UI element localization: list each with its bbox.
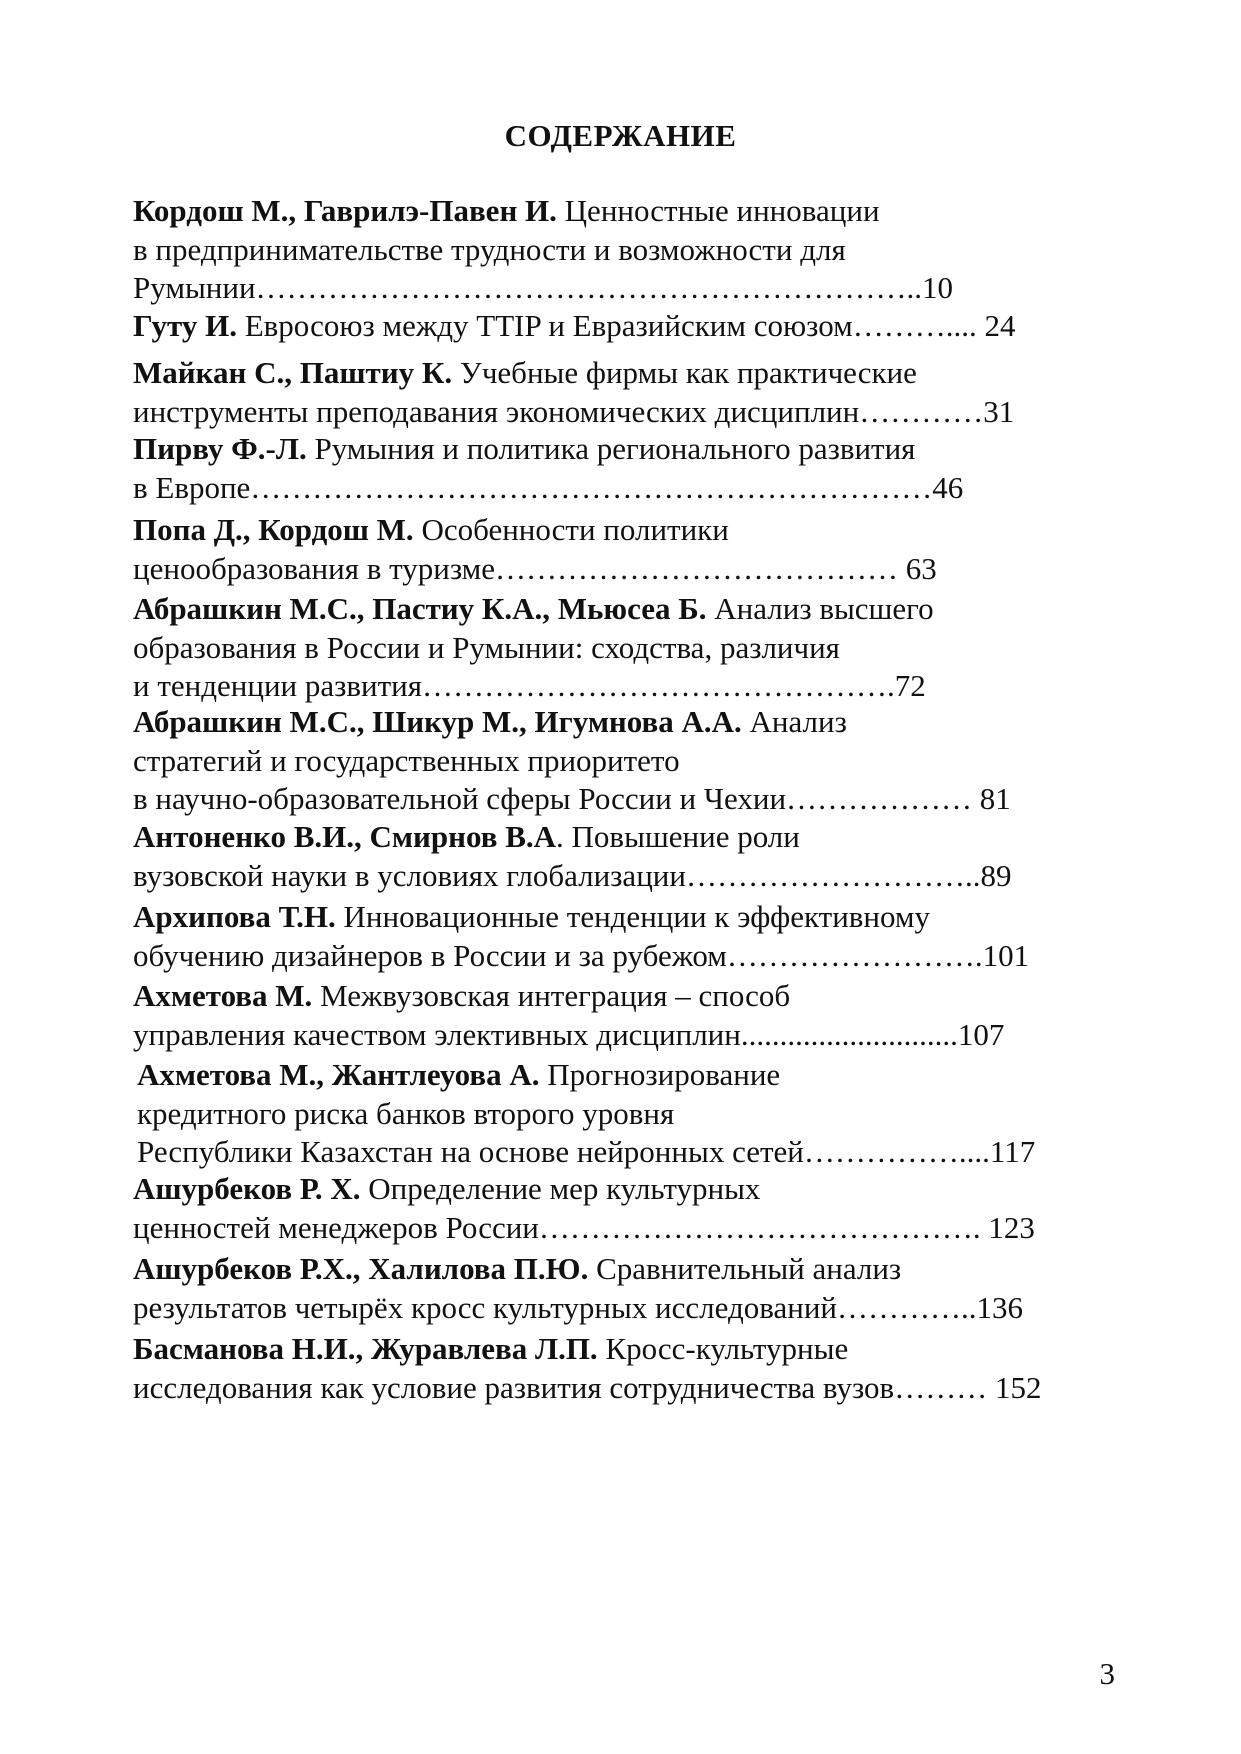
- entry-authors: Басманова Н.И., Журавлева Л.П.: [133, 1331, 598, 1366]
- entry-title-line: в предпринимательстве трудности и возможности для: [133, 231, 846, 267]
- entry-authors: Кордош М., Гаврилэ-Павен И.: [133, 193, 557, 228]
- entry-title-line: образования в России и Румынии: сходства, различия: [133, 629, 840, 665]
- entry-page-line: ценностей менеджеров России……………………………………. 123: [133, 1209, 1035, 1245]
- entry-title: Инновационные тенденции к эффективному: [335, 899, 931, 934]
- entry-authors: Попа Д., Кордош М.: [133, 512, 414, 547]
- toc-entry[interactable]: [133, 1170, 1035, 1247]
- entry-page-line: инструменты преподавания экономических дисциплин…………31: [133, 393, 1015, 429]
- entry-page-line: Республики Казахстан на основе нейронных сетей……………....117: [137, 1134, 1036, 1169]
- entry-title: Определение мер культурных: [360, 1171, 761, 1206]
- toc-entry[interactable]: [137, 1056, 1035, 1172]
- entry-page-line: обучению дизайнеров в России и за рубежом…………………….101: [133, 937, 1030, 973]
- entry-page-line: Румынии………………………………………………………..10: [133, 270, 954, 305]
- entry-title: Анализ высшего: [706, 591, 934, 626]
- entry-authors: Пирву Ф.-Л.: [133, 431, 307, 466]
- toc-entry[interactable]: [133, 703, 1011, 819]
- toc-entry[interactable]: [133, 511, 937, 588]
- entry-authors: Архипова Т.Н.: [133, 899, 336, 934]
- toc-entry[interactable]: [133, 590, 934, 706]
- entry-title: Ценностные инновации: [556, 193, 880, 228]
- entry-title: Кросс-культурные: [597, 1331, 849, 1366]
- entry-title: Евросоюз между TTIP и Евразийским союзом……….... 24: [236, 308, 1016, 343]
- toc-entry[interactable]: [133, 1250, 1023, 1327]
- entry-authors: Ашурбеков Р. Х.: [133, 1171, 361, 1206]
- entry-page-line: и тенденции развития……………………………………….72: [133, 668, 926, 703]
- toc-entry[interactable]: [133, 430, 963, 507]
- entry-authors: Абрашкин М.С., Шикур М., Игумнова А.А.: [133, 704, 742, 739]
- entry-title: Румыния и политика регионального развития: [306, 431, 916, 466]
- entry-title: Прогнозирование: [539, 1057, 781, 1092]
- page-number: 3: [1099, 1656, 1115, 1691]
- entry-page-line: исследования как условие развития сотрудничества вузов……… 152: [133, 1369, 1042, 1405]
- entry-title: Анализ: [741, 704, 847, 739]
- entry-page-line: в Европе…………………………………………………………46: [133, 469, 964, 505]
- entry-authors: Абрашкин М.С., Пастиу К.А., Мьюсеа Б.: [133, 591, 707, 626]
- toc-entry[interactable]: [133, 898, 1029, 975]
- entry-authors: Ахметова М.: [133, 978, 313, 1013]
- toc-entry[interactable]: [133, 977, 1004, 1054]
- toc-entry[interactable]: [133, 192, 953, 308]
- toc-entry[interactable]: [133, 307, 1015, 346]
- toc-entry[interactable]: [133, 818, 1011, 895]
- entry-page-line: в научно-образовательной сферы России и Чехии……………… 81: [133, 781, 1011, 816]
- entry-title: Особенности политики: [413, 512, 729, 547]
- entry-authors: Антоненко В.И., Смирнов В.А: [133, 819, 557, 854]
- entry-title-line: кредитного риска банков второго уровня: [137, 1095, 675, 1131]
- entry-authors: Гуту И.: [133, 308, 237, 343]
- entry-page-line: вузовской науки в условиях глобализации………………………..89: [133, 857, 1012, 893]
- entry-title: Сравнительный анализ: [588, 1251, 902, 1286]
- entry-authors: Майкан С., Паштиу К.: [133, 355, 453, 390]
- page-title: СОДЕРЖАНИЕ: [504, 118, 737, 153]
- entry-authors: Ахметова М., Жантлеуова А.: [137, 1057, 540, 1092]
- entry-page-line: управления качеством элективных дисциплин............................107: [133, 1016, 1005, 1052]
- entry-title: . Повышение роли: [556, 819, 800, 854]
- entry-title-line: стратегий и государственных приоритето: [133, 742, 680, 778]
- entry-authors: Ашурбеков Р.Х., Халилова П.Ю.: [133, 1251, 589, 1286]
- entry-title: Межвузовская интеграция – способ: [312, 978, 791, 1013]
- toc-entry[interactable]: [133, 1330, 1041, 1407]
- entry-title: Учебные фирмы как практические: [452, 355, 917, 390]
- toc-entry[interactable]: [133, 354, 1014, 431]
- entry-page-line: ценообразования в туризме………………………………… 63: [133, 550, 937, 586]
- entry-page-line: результатов четырёх кросс культурных исследований…………..136: [133, 1289, 1023, 1325]
